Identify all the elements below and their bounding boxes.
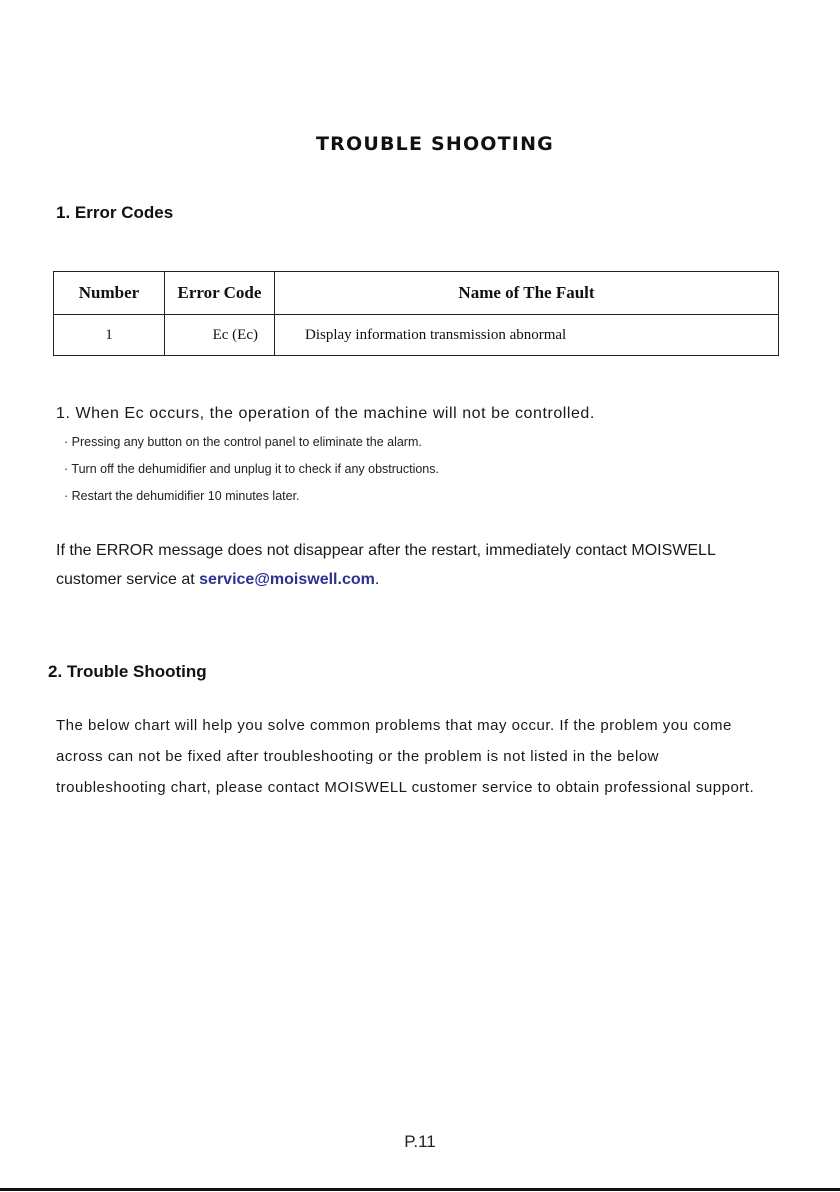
header-number: Number <box>54 272 165 315</box>
contact-suffix: . <box>374 571 380 588</box>
page-title: TROUBLE SHOOTING <box>316 133 554 155</box>
support-email-link[interactable]: service@moiswell.com <box>199 571 375 588</box>
bottom-rule <box>0 1188 840 1191</box>
section-heading-error-codes: 1. Error Codes <box>56 203 174 222</box>
cell-fault-name: Display information transmission abnormal <box>275 315 779 356</box>
contact-prefix: customer service at <box>56 571 200 588</box>
body-text-line: The below chart will help you solve common problems that may occur. If the problem you come <box>56 717 732 734</box>
page-number: P.11 <box>404 1132 436 1151</box>
list-item: · Pressing any button on the control panel to eliminate the alarm. <box>64 435 422 449</box>
contact-paragraph-line <box>56 571 379 589</box>
header-fault-name: Name of The Fault <box>275 272 779 315</box>
list-item: · Restart the dehumidifier 10 minutes later. <box>64 489 300 503</box>
body-text-line: troubleshooting chart, please contact MOISWELL customer service to obtain professional support. <box>56 779 755 796</box>
section-heading-trouble-shooting: 2. Trouble Shooting <box>48 662 207 681</box>
cell-error-code: Ec (Ec) <box>165 315 275 356</box>
table-row <box>54 315 779 356</box>
header-error-code: Error Code <box>165 272 275 315</box>
ec-instruction-intro: 1. When Ec occurs, the operation of the machine will not be controlled. <box>56 405 595 422</box>
contact-paragraph-line: If the ERROR message does not disappear after the restart, immediately contact MOISWELL <box>56 542 716 559</box>
table-header-row <box>54 272 779 315</box>
body-text-line: across can not be fixed after troubleshooting or the problem is not listed in the below <box>56 748 659 765</box>
list-item: · Turn off the dehumidifier and unplug it to check if any obstructions. <box>64 462 439 476</box>
cell-number: 1 <box>54 315 165 356</box>
error-codes-table <box>53 271 779 356</box>
